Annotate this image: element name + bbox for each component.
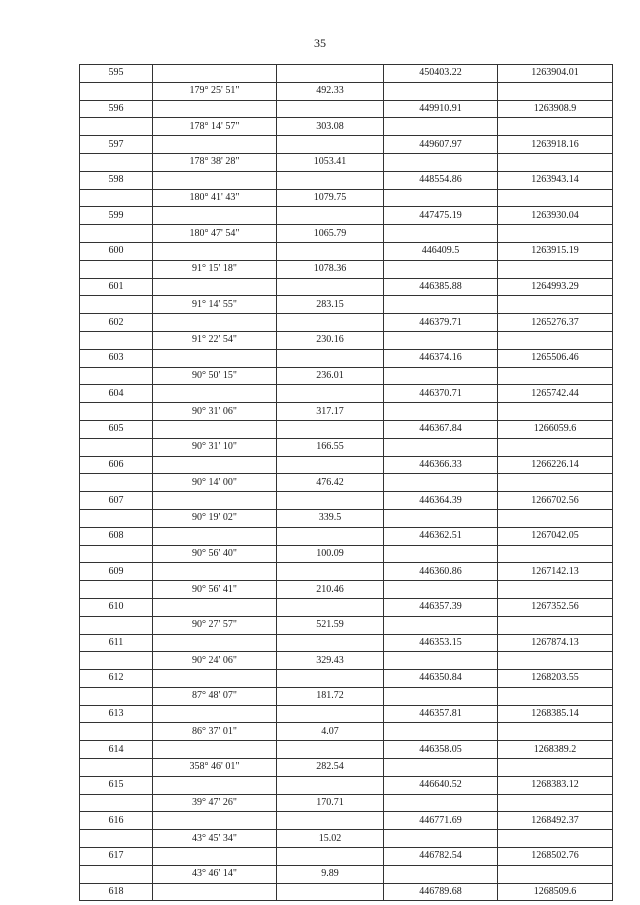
y-coordinate-cell: 1265506.46: [498, 349, 613, 367]
distance-cell: [277, 420, 384, 438]
distance-cell: [277, 741, 384, 759]
point-row: [80, 741, 613, 759]
distance-cell: 492.33: [277, 82, 384, 100]
point-number-cell: [80, 687, 153, 705]
segment-row: [80, 260, 613, 278]
distance-cell: [277, 207, 384, 225]
point-number-cell: [80, 545, 153, 563]
point-number-cell: 614: [80, 741, 153, 759]
point-number-cell: [80, 331, 153, 349]
x-coordinate-cell: 446358.05: [384, 741, 498, 759]
point-number-cell: [80, 652, 153, 670]
segment-row: [80, 153, 613, 171]
y-coordinate-cell: [498, 296, 613, 314]
coordinate-table: [79, 64, 613, 901]
y-coordinate-cell: 1263915.19: [498, 242, 613, 260]
distance-cell: 210.46: [277, 581, 384, 599]
distance-cell: [277, 598, 384, 616]
segment-row: [80, 759, 613, 777]
x-coordinate-cell: [384, 296, 498, 314]
bearing-cell: [153, 741, 277, 759]
point-row: [80, 563, 613, 581]
distance-cell: 166.55: [277, 438, 384, 456]
segment-row: [80, 687, 613, 705]
x-coordinate-cell: [384, 759, 498, 777]
point-row: [80, 242, 613, 260]
point-number-cell: 602: [80, 314, 153, 332]
bearing-cell: 90° 14' 00": [153, 474, 277, 492]
distance-cell: [277, 385, 384, 403]
point-row: [80, 171, 613, 189]
point-row: [80, 598, 613, 616]
y-coordinate-cell: [498, 438, 613, 456]
segment-row: [80, 652, 613, 670]
bearing-cell: [153, 136, 277, 154]
x-coordinate-cell: [384, 367, 498, 385]
y-coordinate-cell: [498, 545, 613, 563]
segment-row: [80, 438, 613, 456]
point-number-cell: [80, 118, 153, 136]
point-number-cell: 605: [80, 420, 153, 438]
bearing-cell: 90° 27' 57": [153, 616, 277, 634]
point-number-cell: [80, 403, 153, 421]
bearing-cell: [153, 670, 277, 688]
bearing-cell: [153, 812, 277, 830]
x-coordinate-cell: 446771.69: [384, 812, 498, 830]
point-row: [80, 314, 613, 332]
x-coordinate-cell: [384, 82, 498, 100]
y-coordinate-cell: 1266059.6: [498, 420, 613, 438]
x-coordinate-cell: [384, 474, 498, 492]
page-number: 35: [314, 36, 326, 50]
y-coordinate-cell: 1267142.13: [498, 563, 613, 581]
point-row: [80, 670, 613, 688]
segment-row: [80, 581, 613, 599]
segment-row: [80, 474, 613, 492]
x-coordinate-cell: 449607.97: [384, 136, 498, 154]
bearing-cell: 91° 14' 55": [153, 296, 277, 314]
point-row: [80, 349, 613, 367]
point-number-cell: 600: [80, 242, 153, 260]
y-coordinate-cell: 1266702.56: [498, 492, 613, 510]
x-coordinate-cell: 446353.15: [384, 634, 498, 652]
point-row: [80, 420, 613, 438]
distance-cell: [277, 705, 384, 723]
y-coordinate-cell: [498, 830, 613, 848]
bearing-cell: 179° 25' 51": [153, 82, 277, 100]
distance-cell: 1065.79: [277, 225, 384, 243]
segment-row: [80, 367, 613, 385]
bearing-cell: 39° 47' 26": [153, 794, 277, 812]
bearing-cell: 178° 38' 28": [153, 153, 277, 171]
x-coordinate-cell: 446357.81: [384, 705, 498, 723]
y-coordinate-cell: 1267352.56: [498, 598, 613, 616]
y-coordinate-cell: [498, 260, 613, 278]
bearing-cell: [153, 100, 277, 118]
y-coordinate-cell: 1263943.14: [498, 171, 613, 189]
bearing-cell: [153, 705, 277, 723]
distance-cell: [277, 242, 384, 260]
y-coordinate-cell: [498, 616, 613, 634]
distance-cell: 1078.36: [277, 260, 384, 278]
x-coordinate-cell: [384, 652, 498, 670]
segment-row: [80, 189, 613, 207]
y-coordinate-cell: 1268385.14: [498, 705, 613, 723]
distance-cell: 282.54: [277, 759, 384, 777]
distance-cell: 329.43: [277, 652, 384, 670]
distance-cell: 339.5: [277, 509, 384, 527]
y-coordinate-cell: [498, 687, 613, 705]
point-number-cell: 617: [80, 848, 153, 866]
point-row: [80, 278, 613, 296]
point-number-cell: [80, 509, 153, 527]
bearing-cell: [153, 456, 277, 474]
point-row: [80, 705, 613, 723]
distance-cell: 100.09: [277, 545, 384, 563]
y-coordinate-cell: [498, 331, 613, 349]
bearing-cell: [153, 314, 277, 332]
distance-cell: [277, 776, 384, 794]
point-number-cell: [80, 830, 153, 848]
segment-row: [80, 723, 613, 741]
x-coordinate-cell: 446782.54: [384, 848, 498, 866]
point-number-cell: 608: [80, 527, 153, 545]
bearing-cell: [153, 598, 277, 616]
segment-row: [80, 865, 613, 883]
point-number-cell: [80, 723, 153, 741]
point-number-cell: 616: [80, 812, 153, 830]
x-coordinate-cell: [384, 687, 498, 705]
distance-cell: 236.01: [277, 367, 384, 385]
y-coordinate-cell: [498, 403, 613, 421]
bearing-cell: [153, 776, 277, 794]
point-number-cell: 596: [80, 100, 153, 118]
point-number-cell: [80, 189, 153, 207]
point-number-cell: [80, 153, 153, 171]
bearing-cell: [153, 634, 277, 652]
distance-cell: [277, 171, 384, 189]
point-number-cell: 601: [80, 278, 153, 296]
distance-cell: 1053.41: [277, 153, 384, 171]
bearing-cell: [153, 563, 277, 581]
bearing-cell: [153, 420, 277, 438]
point-number-cell: 610: [80, 598, 153, 616]
point-number-cell: [80, 474, 153, 492]
distance-cell: 15.02: [277, 830, 384, 848]
y-coordinate-cell: 1268389.2: [498, 741, 613, 759]
distance-cell: [277, 812, 384, 830]
y-coordinate-cell: [498, 652, 613, 670]
distance-cell: 303.08: [277, 118, 384, 136]
x-coordinate-cell: 446350.84: [384, 670, 498, 688]
point-number-cell: 618: [80, 883, 153, 901]
bearing-cell: 358° 46' 01": [153, 759, 277, 777]
distance-cell: [277, 278, 384, 296]
point-row: [80, 100, 613, 118]
y-coordinate-cell: 1267042.05: [498, 527, 613, 545]
point-row: [80, 207, 613, 225]
bearing-cell: 90° 56' 40": [153, 545, 277, 563]
x-coordinate-cell: [384, 118, 498, 136]
bearing-cell: [153, 527, 277, 545]
bearing-cell: 90° 19' 02": [153, 509, 277, 527]
distance-cell: [277, 883, 384, 901]
distance-cell: [277, 634, 384, 652]
point-row: [80, 883, 613, 901]
bearing-cell: [153, 242, 277, 260]
segment-row: [80, 82, 613, 100]
point-number-cell: 604: [80, 385, 153, 403]
distance-cell: 521.59: [277, 616, 384, 634]
point-row: [80, 634, 613, 652]
point-number-cell: 609: [80, 563, 153, 581]
bearing-cell: 180° 47' 54": [153, 225, 277, 243]
point-row: [80, 848, 613, 866]
distance-cell: [277, 100, 384, 118]
bearing-cell: 87° 48' 07": [153, 687, 277, 705]
x-coordinate-cell: [384, 225, 498, 243]
distance-cell: 9.89: [277, 865, 384, 883]
bearing-cell: [153, 385, 277, 403]
y-coordinate-cell: 1268502.76: [498, 848, 613, 866]
distance-cell: 476.42: [277, 474, 384, 492]
x-coordinate-cell: 446360.86: [384, 563, 498, 581]
x-coordinate-cell: 450403.22: [384, 65, 498, 83]
y-coordinate-cell: [498, 82, 613, 100]
point-number-cell: [80, 581, 153, 599]
y-coordinate-cell: 1264993.29: [498, 278, 613, 296]
x-coordinate-cell: 446357.39: [384, 598, 498, 616]
point-number-cell: 606: [80, 456, 153, 474]
distance-cell: [277, 848, 384, 866]
point-row: [80, 492, 613, 510]
point-number-cell: 597: [80, 136, 153, 154]
bearing-cell: 90° 50' 15": [153, 367, 277, 385]
y-coordinate-cell: [498, 759, 613, 777]
point-row: [80, 776, 613, 794]
y-coordinate-cell: 1268383.12: [498, 776, 613, 794]
point-number-cell: [80, 82, 153, 100]
x-coordinate-cell: 446640.52: [384, 776, 498, 794]
bearing-cell: [153, 349, 277, 367]
x-coordinate-cell: 446385.88: [384, 278, 498, 296]
bearing-cell: 86° 37' 01": [153, 723, 277, 741]
y-coordinate-cell: 1263930.04: [498, 207, 613, 225]
x-coordinate-cell: 448554.86: [384, 171, 498, 189]
distance-cell: 283.15: [277, 296, 384, 314]
point-number-cell: [80, 367, 153, 385]
y-coordinate-cell: [498, 118, 613, 136]
distance-cell: [277, 349, 384, 367]
y-coordinate-cell: 1268509.6: [498, 883, 613, 901]
x-coordinate-cell: [384, 331, 498, 349]
point-row: [80, 527, 613, 545]
x-coordinate-cell: [384, 723, 498, 741]
y-coordinate-cell: 1263904.01: [498, 65, 613, 83]
x-coordinate-cell: 449910.91: [384, 100, 498, 118]
x-coordinate-cell: 447475.19: [384, 207, 498, 225]
segment-row: [80, 296, 613, 314]
x-coordinate-cell: 446362.51: [384, 527, 498, 545]
point-number-cell: [80, 616, 153, 634]
segment-row: [80, 616, 613, 634]
point-number-cell: 612: [80, 670, 153, 688]
segment-row: [80, 118, 613, 136]
point-number-cell: 595: [80, 65, 153, 83]
y-coordinate-cell: [498, 225, 613, 243]
x-coordinate-cell: [384, 509, 498, 527]
x-coordinate-cell: [384, 616, 498, 634]
x-coordinate-cell: 446366.33: [384, 456, 498, 474]
point-number-cell: 603: [80, 349, 153, 367]
y-coordinate-cell: [498, 723, 613, 741]
y-coordinate-cell: 1263908.9: [498, 100, 613, 118]
x-coordinate-cell: [384, 581, 498, 599]
distance-cell: 170.71: [277, 794, 384, 812]
y-coordinate-cell: [498, 509, 613, 527]
x-coordinate-cell: 446370.71: [384, 385, 498, 403]
bearing-cell: [153, 207, 277, 225]
point-row: [80, 65, 613, 83]
x-coordinate-cell: [384, 545, 498, 563]
x-coordinate-cell: [384, 189, 498, 207]
distance-cell: [277, 314, 384, 332]
bearing-cell: [153, 65, 277, 83]
distance-cell: [277, 136, 384, 154]
distance-cell: 181.72: [277, 687, 384, 705]
y-coordinate-cell: [498, 189, 613, 207]
bearing-cell: [153, 883, 277, 901]
x-coordinate-cell: [384, 260, 498, 278]
y-coordinate-cell: 1265276.37: [498, 314, 613, 332]
y-coordinate-cell: [498, 153, 613, 171]
x-coordinate-cell: 446789.68: [384, 883, 498, 901]
segment-row: [80, 545, 613, 563]
bearing-cell: [153, 278, 277, 296]
x-coordinate-cell: 446364.39: [384, 492, 498, 510]
distance-cell: [277, 65, 384, 83]
y-coordinate-cell: 1265742.44: [498, 385, 613, 403]
x-coordinate-cell: 446367.84: [384, 420, 498, 438]
x-coordinate-cell: [384, 830, 498, 848]
x-coordinate-cell: 446374.16: [384, 349, 498, 367]
x-coordinate-cell: [384, 438, 498, 456]
point-row: [80, 812, 613, 830]
bearing-cell: 178° 14' 57": [153, 118, 277, 136]
y-coordinate-cell: 1267874.13: [498, 634, 613, 652]
distance-cell: 317.17: [277, 403, 384, 421]
point-number-cell: 607: [80, 492, 153, 510]
distance-cell: 230.16: [277, 331, 384, 349]
distance-cell: 4.07: [277, 723, 384, 741]
point-number-cell: 615: [80, 776, 153, 794]
point-number-cell: [80, 260, 153, 278]
bearing-cell: 91° 22' 54": [153, 331, 277, 349]
distance-cell: [277, 563, 384, 581]
point-number-cell: 599: [80, 207, 153, 225]
y-coordinate-cell: [498, 474, 613, 492]
point-number-cell: [80, 438, 153, 456]
segment-row: [80, 509, 613, 527]
point-number-cell: [80, 865, 153, 883]
distance-cell: 1079.75: [277, 189, 384, 207]
segment-row: [80, 830, 613, 848]
bearing-cell: 90° 31' 06": [153, 403, 277, 421]
point-number-cell: [80, 296, 153, 314]
y-coordinate-cell: [498, 367, 613, 385]
x-coordinate-cell: [384, 865, 498, 883]
distance-cell: [277, 492, 384, 510]
x-coordinate-cell: [384, 794, 498, 812]
x-coordinate-cell: [384, 153, 498, 171]
y-coordinate-cell: 1263918.16: [498, 136, 613, 154]
y-coordinate-cell: [498, 865, 613, 883]
segment-row: [80, 794, 613, 812]
y-coordinate-cell: [498, 794, 613, 812]
point-row: [80, 456, 613, 474]
distance-cell: [277, 670, 384, 688]
bearing-cell: 43° 46' 14": [153, 865, 277, 883]
bearing-cell: 180° 41' 43": [153, 189, 277, 207]
bearing-cell: 91° 15' 18": [153, 260, 277, 278]
bearing-cell: 90° 56' 41": [153, 581, 277, 599]
y-coordinate-cell: 1268203.55: [498, 670, 613, 688]
coordinate-table-body: [80, 65, 613, 901]
point-number-cell: [80, 794, 153, 812]
bearing-cell: [153, 492, 277, 510]
bearing-cell: [153, 171, 277, 189]
distance-cell: [277, 456, 384, 474]
bearing-cell: 90° 24' 06": [153, 652, 277, 670]
x-coordinate-cell: 446409.5: [384, 242, 498, 260]
point-number-cell: 613: [80, 705, 153, 723]
point-row: [80, 136, 613, 154]
segment-row: [80, 225, 613, 243]
x-coordinate-cell: 446379.71: [384, 314, 498, 332]
bearing-cell: [153, 848, 277, 866]
x-coordinate-cell: [384, 403, 498, 421]
point-row: [80, 385, 613, 403]
distance-cell: [277, 527, 384, 545]
bearing-cell: 90° 31' 10": [153, 438, 277, 456]
point-number-cell: 598: [80, 171, 153, 189]
point-number-cell: 611: [80, 634, 153, 652]
y-coordinate-cell: [498, 581, 613, 599]
segment-row: [80, 403, 613, 421]
y-coordinate-cell: 1266226.14: [498, 456, 613, 474]
point-number-cell: [80, 225, 153, 243]
segment-row: [80, 331, 613, 349]
y-coordinate-cell: 1268492.37: [498, 812, 613, 830]
point-number-cell: [80, 759, 153, 777]
bearing-cell: 43° 45' 34": [153, 830, 277, 848]
